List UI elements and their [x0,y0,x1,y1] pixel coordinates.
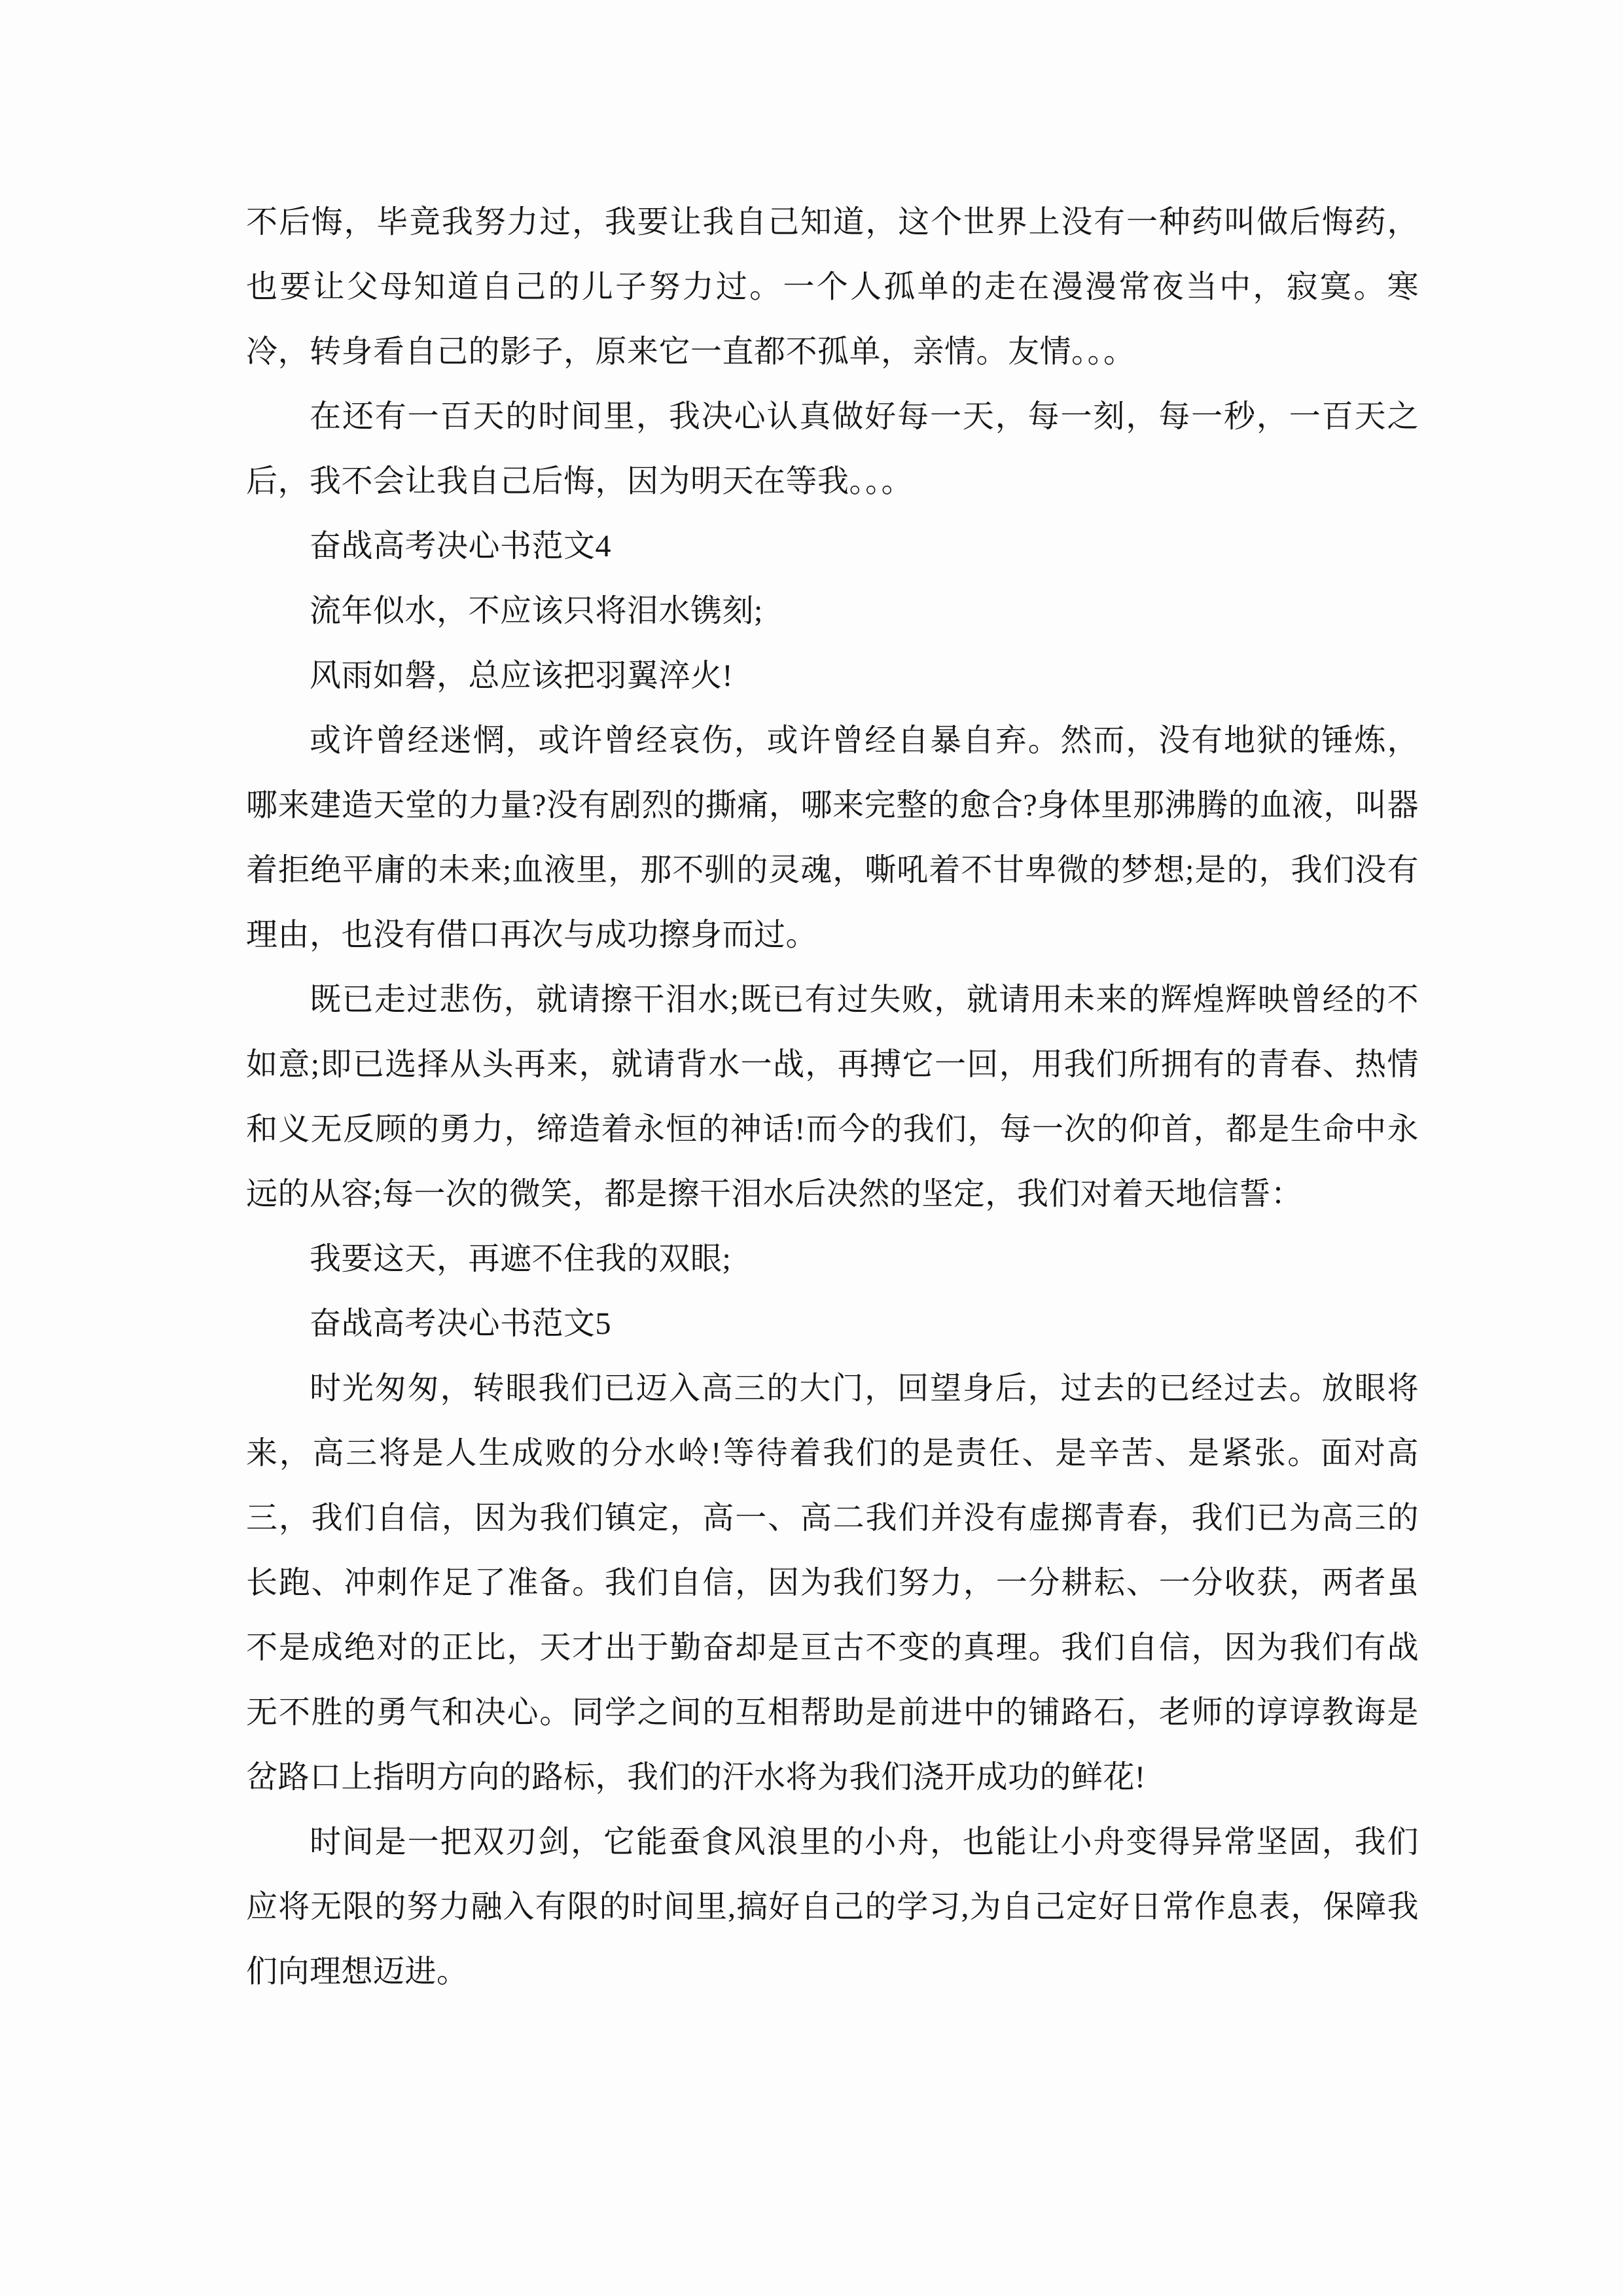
paragraph: 时间是一把双刃剑，它能蚕食风浪里的小舟，也能让小舟变得异常坚固，我们应将无限的努力融入有限的时间里,搞好自己的学习,为自己定好日常作息表，保障我们向理想迈进。 [246,1825,1419,1989]
paragraph: 在还有一百天的时间里，我决心认真做好每一天，每一刻，每一秒，一百天之后，我不会让我自己后悔，因为明天在等我。。。 [246,399,1419,499]
paragraph: 时光匆匆，转眼我们已迈入高三的大门，回望身后，过去的已经过去。放眼将来，高三将是人生成败的分水岭!等待着我们的是责任、是辛苦、是紧张。面对高三，我们自信，因为我们镇定，高一、高二我们并没有虚掷青春，我们已为高三的长跑、冲刺作足了准备。我们自信，因为我们努力，一分耕耘、一分收获，两者虽不是成绝对的正比，天才出于勤奋却是亘古不变的真理。我们自信，因为我们有战无不胜的勇气和决心。同学之间的互相帮助是前进中的铺路石，老师的谆谆教诲是岔路口上指明方向的路标，我们的汗水将为我们浇开成功的鲜花! [246,1371,1419,1795]
essay-text-block [246,190,1419,2004]
paragraph: 不后悔，毕竟我努力过，我要让我自己知道，这个世界上没有一种药叫做后悔药，也要让父母知道自己的儿子努力过。一个人孤单的走在漫漫常夜当中，寂寞。寒冷，转身看自己的影子，原来它一直都不孤单，亲情。友情。。。 [246,205,1419,369]
paragraph: 风雨如磐，总应该把羽翼淬火! [310,658,733,693]
section-heading: 奋战高考决心书范文5 [310,1306,612,1341]
paragraph: 流年似水，不应该只将泪水镌刻; [310,594,763,628]
paragraph: 我要这天，再遮不住我的双眼; [310,1242,732,1276]
section-heading: 奋战高考决心书范文4 [310,529,612,564]
paragraph: 既已走过悲伤，就请擦干泪水;既已有过失败，就请用未来的辉煌辉映曾经的不如意;即已选择从头再来，就请背水一战，再搏它一回，用我们所拥有的青春、热情和义无反顾的勇力，缔造着永恒的神话!而今的我们，每一次的仰首，都是生命中永远的从容;每一次的微笑，都是擦干泪水后决然的坚定，我们对着天地信誓： [246,982,1419,1211]
paragraph: 或许曾经迷惘，或许曾经哀伤，或许曾经自暴自弃。然而，没有地狱的锤炼，哪来建造天堂的力量?没有剧烈的撕痛，哪来完整的愈合?身体里那沸腾的血液，叫器着拒绝平庸的未来;血液里，那不驯的灵魂，嘶吼着不甘卑微的梦想;是的，我们没有理由，也没有借口再次与成功擦身而过。 [246,723,1419,952]
